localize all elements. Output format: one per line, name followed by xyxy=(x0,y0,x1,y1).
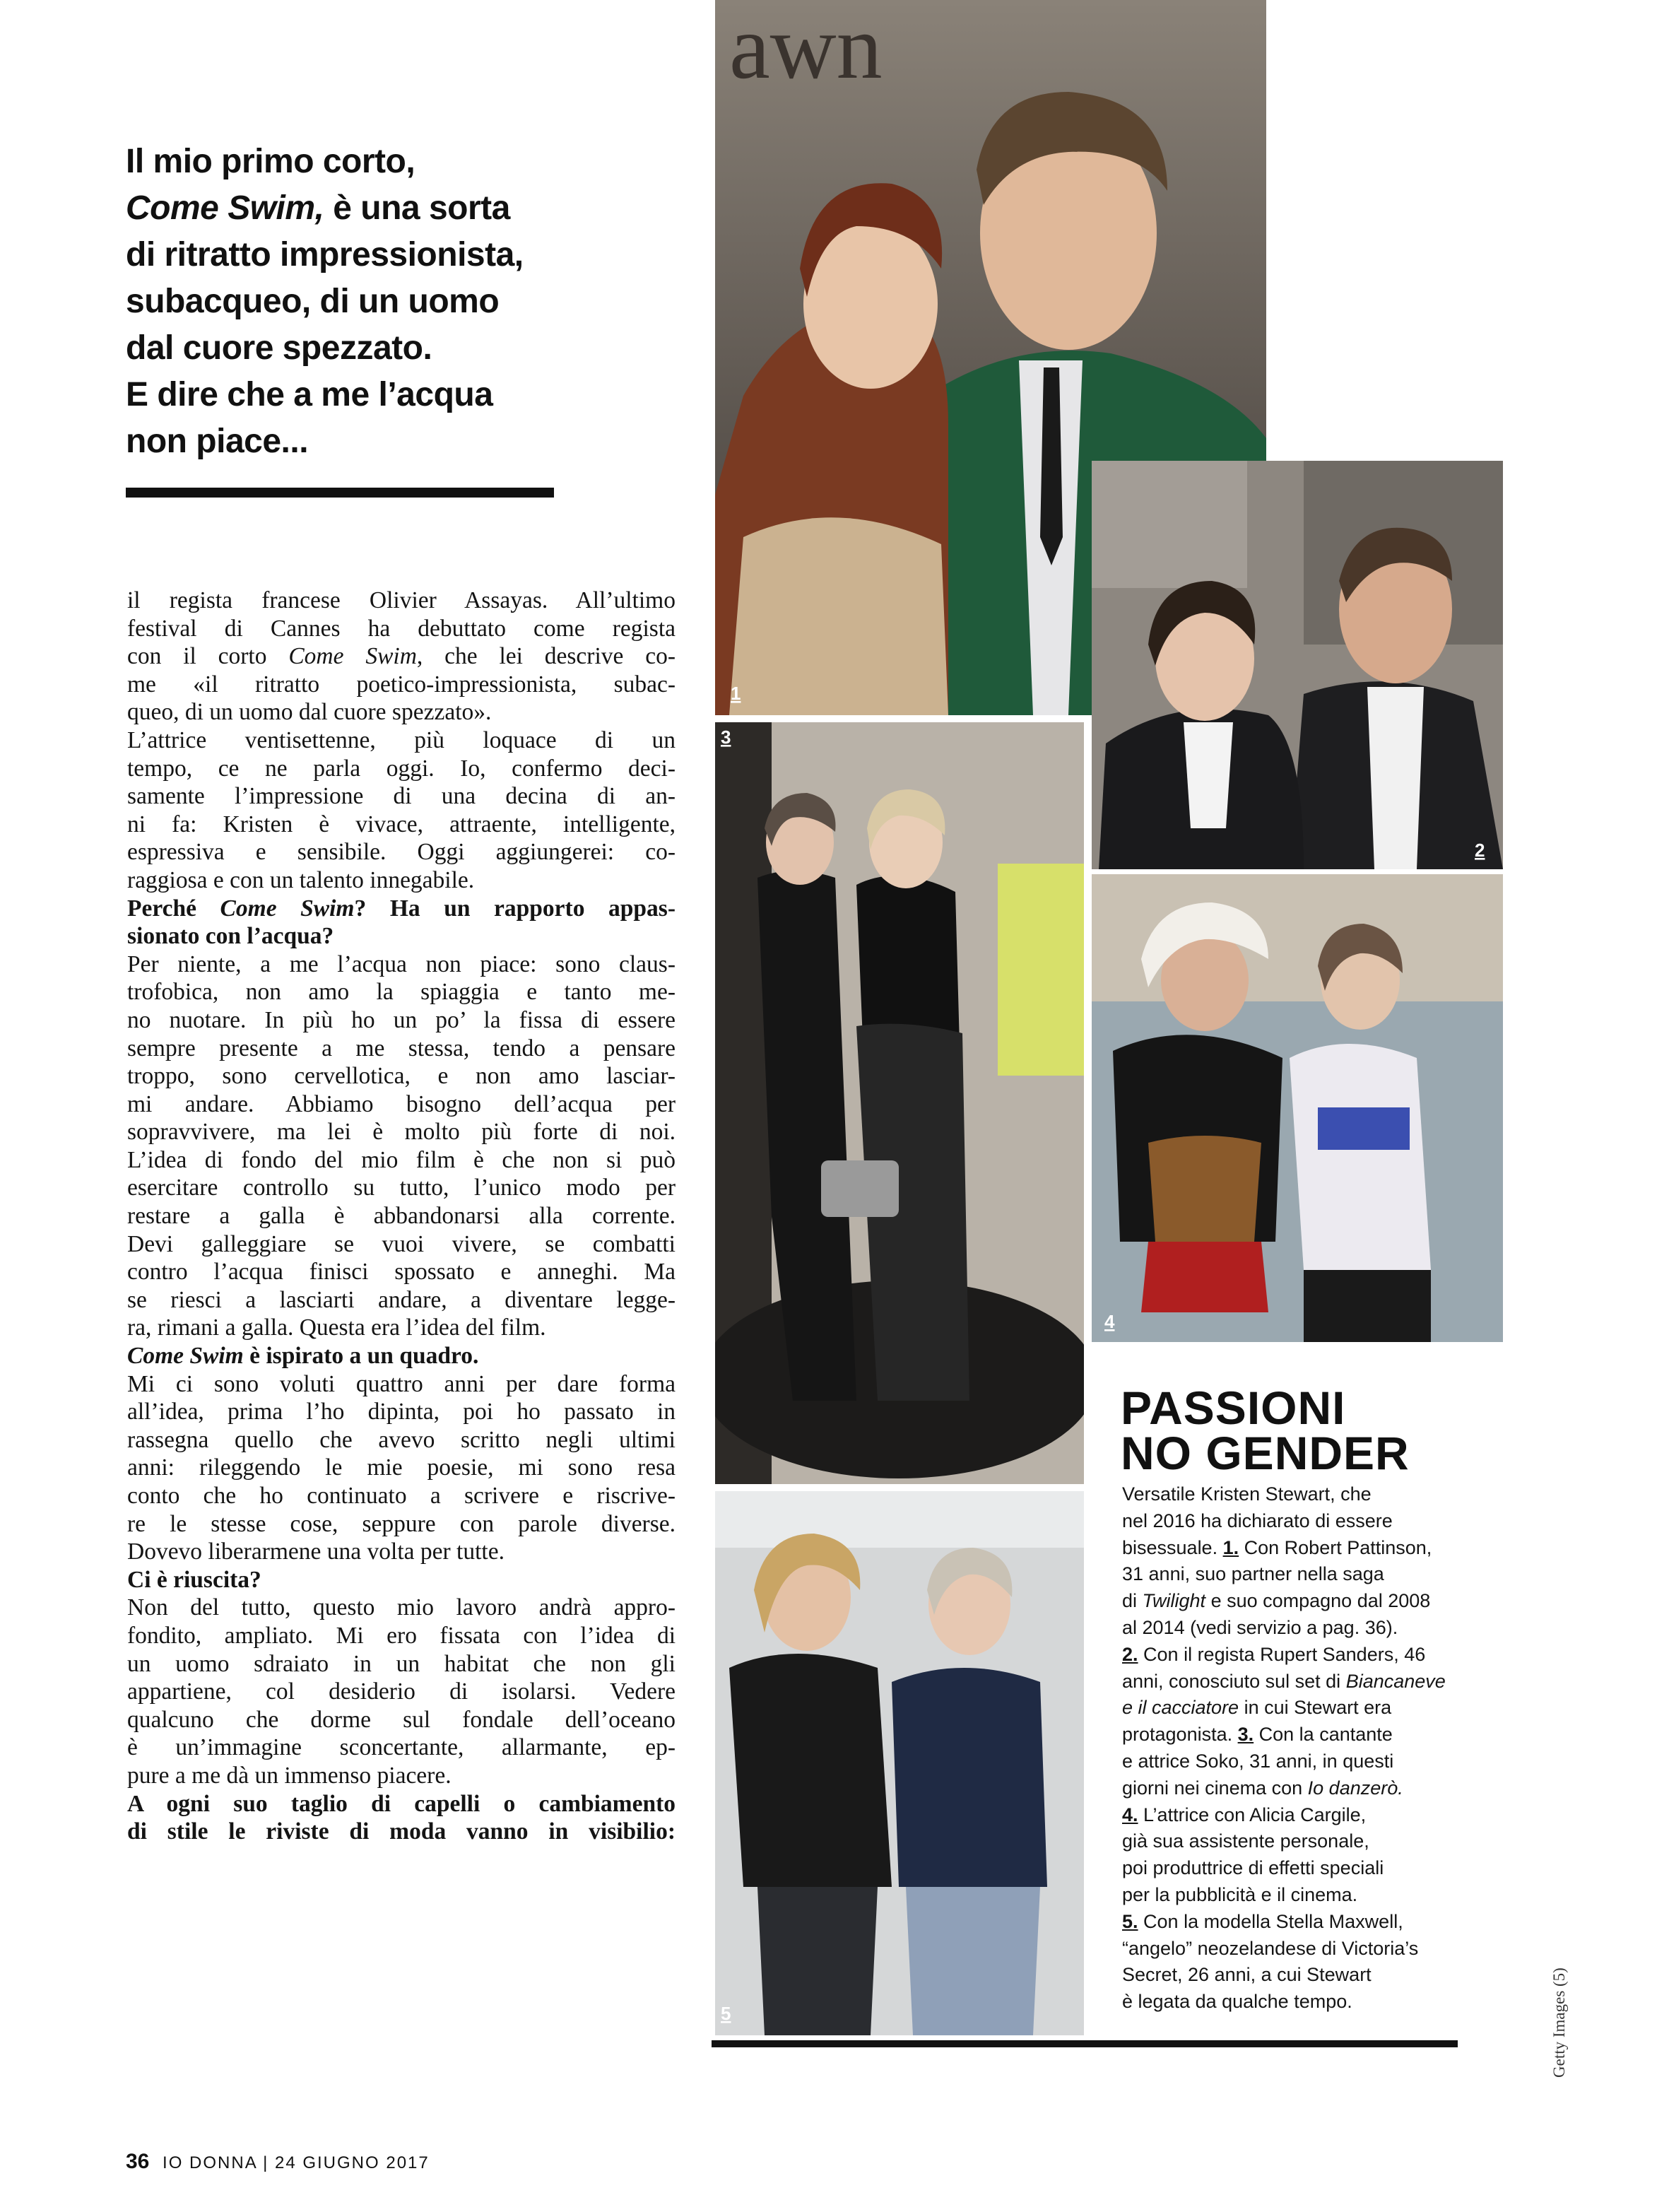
sidebar-title-line: NO GENDER xyxy=(1121,1427,1410,1479)
photo-2-image xyxy=(1092,461,1503,869)
caption-line: anni, conosciuto sul set di Biancaneve xyxy=(1122,1670,1446,1692)
pull-quote-line: di ritratto impressionista, xyxy=(126,236,524,273)
caption-line: protagonista. 3. Con la cantante xyxy=(1122,1724,1393,1746)
body-line: contro l’acqua finisci spossato e anneghi. Ma xyxy=(127,1259,676,1286)
body-line: esercitare controllo su tutto, l’unico modo per xyxy=(127,1175,676,1201)
photo-3-image xyxy=(715,722,1084,1484)
photo-5 xyxy=(715,1491,1084,2035)
pull-quote-line: E dire che a me l’acqua xyxy=(126,376,493,413)
body-line: pure a me dà un immenso piacere. xyxy=(127,1762,452,1789)
film-title: Come Swim xyxy=(288,643,417,670)
article-body xyxy=(127,587,676,1846)
body-line: sopravvivere, ma lei è molto più forte di noi. xyxy=(127,1119,676,1146)
caption-line: giorni nei cinema con Io danzerò. xyxy=(1122,1777,1403,1799)
caption-number: 5. xyxy=(1122,1910,1138,1932)
interview-question: di stile le riviste di moda vanno in visibilio: xyxy=(127,1818,676,1845)
photo-4-image xyxy=(1092,874,1503,1342)
photo-1-label: 1 xyxy=(731,683,741,704)
body-line: me «il ritratto poetico-impressionista, subac- xyxy=(127,671,676,698)
body-line: appartiene, col desiderio di isolarsi. Vedere xyxy=(127,1678,676,1705)
body-line: queo, di un uomo dal cuore spezzato». xyxy=(127,699,492,726)
photo-4-label: 4 xyxy=(1104,1311,1115,1332)
page-number: 36 xyxy=(126,2150,150,2173)
issue-date: 24 GIUGNO 2017 xyxy=(274,2153,430,2172)
body-line: il regista francese Olivier Assayas. All’ultimo xyxy=(127,587,676,613)
body-line: rassegna quello che avevo scritto negli ultimi xyxy=(127,1426,676,1453)
caption-line: nel 2016 ha dichiarato di essere xyxy=(1122,1510,1393,1531)
pull-quote-line: non piace... xyxy=(126,423,309,460)
body-line: no nuotare. In più ho un po’ la fissa di essere xyxy=(127,1006,676,1033)
interview-question: Ci è riuscita? xyxy=(127,1566,261,1593)
photo-4 xyxy=(1092,874,1503,1342)
photo-2-label: 2 xyxy=(1475,840,1485,861)
body-line: restare a galla è abbandonarsi alla corrente. xyxy=(127,1203,676,1230)
body-line: re le stesse cose, seppure con parole diverse. xyxy=(127,1510,676,1537)
body-line: festival di Cannes ha debuttato come regista xyxy=(127,615,676,642)
photo-3-label: 3 xyxy=(721,726,731,748)
folio-separator: | xyxy=(263,2153,269,2172)
publication-name: IO DONNA xyxy=(163,2153,257,2172)
caption-line: è legata da qualche tempo. xyxy=(1122,1991,1352,2013)
photo-credit: Getty Images (5) xyxy=(1550,1967,1568,2078)
bottom-rule xyxy=(712,2040,1458,2047)
body-line: troppo, sono cervellotica, e non amo lasciar- xyxy=(127,1063,676,1090)
caption-line: Secret, 26 anni, a cui Stewart xyxy=(1122,1964,1372,1986)
interview-question: Perché Come Swim? Ha un rapporto appas- xyxy=(127,895,676,922)
caption-line: e il cacciatore in cui Stewart era xyxy=(1122,1697,1392,1719)
caption-line: di Twilight e suo compagno dal 2008 xyxy=(1122,1590,1431,1612)
body-line: samente l’impressione di una decina di an- xyxy=(127,783,676,810)
body-line: Non del tutto, questo mio lavoro andrà appro- xyxy=(127,1594,676,1621)
body-line: ni fa: Kristen è vivace, attraente, intelligente, xyxy=(127,811,676,837)
caption-line: e attrice Soko, 31 anni, in questi xyxy=(1122,1750,1394,1772)
body-line: anni: rileggendo le mie poesie, mi sono resa xyxy=(127,1454,676,1481)
caption-line: poi produttrice di effetti speciali xyxy=(1122,1857,1384,1879)
caption-number: 3. xyxy=(1237,1724,1254,1746)
pull-quote-line: subacqueo, di un uomo xyxy=(126,283,500,320)
body-line: Devi galleggiare se vuoi vivere, se combatti xyxy=(127,1230,676,1257)
caption-line: al 2014 (vedi servizio a pag. 36). xyxy=(1122,1616,1398,1638)
caption-line: “angelo” neozelandese di Victoria’s xyxy=(1122,1937,1419,1959)
body-line: mi andare. Abbiamo bisogno dell’acqua per xyxy=(127,1090,676,1117)
sidebar-title xyxy=(1121,1382,1488,1479)
body-line: qualcuno che dorme sul fondale dell’oceano xyxy=(127,1706,676,1733)
film-title: Come Swim xyxy=(127,1343,244,1370)
body-line: Dovevo liberarmene una volta per tutte. xyxy=(127,1539,505,1565)
body-line: Mi ci sono voluti quattro anni per dare forma xyxy=(127,1370,676,1397)
body-line: sempre presente a me stessa, tendo a pensare xyxy=(127,1035,676,1061)
page-folio xyxy=(126,2150,430,2174)
body-line: L’idea di fondo del mio film è che non si può xyxy=(127,1146,676,1173)
caption-line: già sua assistente personale, xyxy=(1122,1830,1369,1852)
caption-line: Versatile Kristen Stewart, che xyxy=(1122,1483,1372,1505)
body-line: se riesci a lasciarti andare, a diventare legge- xyxy=(127,1286,676,1313)
body-line: è un’immagine sconcertante, allarmante, ep- xyxy=(127,1734,676,1761)
pull-quote-line: dal cuore spezzato. xyxy=(126,329,432,367)
body-line: raggiosa e con un talento innegabile. xyxy=(127,866,475,893)
sidebar-caption xyxy=(1122,1481,1475,2016)
interview-question: sionato con l’acqua? xyxy=(127,923,334,950)
body-line: ra, rimani a galla. Questa era l’idea del film. xyxy=(127,1314,546,1341)
caption-number: 2. xyxy=(1122,1643,1138,1665)
photo-5-image xyxy=(715,1491,1084,2035)
caption-number: 1. xyxy=(1222,1536,1239,1558)
interview-question: Come Swim è ispirato a un quadro. xyxy=(127,1343,479,1370)
pull-quote-line: Come Swim, è una sorta xyxy=(126,189,510,227)
body-line: Per niente, a me l’acqua non piace: sono claus- xyxy=(127,951,676,977)
body-line: all’idea, prima l’ho dipinta, poi ho passato in xyxy=(127,1399,676,1425)
photo-2 xyxy=(1092,461,1503,869)
photo-5-label: 5 xyxy=(721,2003,731,2024)
body-line: trofobica, non amo la spiaggia e tanto me- xyxy=(127,979,676,1006)
body-line: L’attrice ventisettenne, più loquace di un xyxy=(127,726,676,753)
caption-line: 4. L’attrice con Alicia Cargile, xyxy=(1122,1804,1367,1825)
pull-quote-line: Il mio primo corto, xyxy=(126,143,415,180)
caption-line: per la pubblicità e il cinema. xyxy=(1122,1883,1358,1905)
caption-line: 31 anni, suo partner nella saga xyxy=(1122,1563,1384,1585)
sidebar-title-line: PASSIONI xyxy=(1121,1382,1346,1434)
film-title: Come Swim, xyxy=(126,189,324,227)
body-line: espressiva e sensibile. Oggi aggiungerei: co- xyxy=(127,839,676,866)
film-title: Come Swim xyxy=(220,895,355,922)
caption-line: 5. Con la modella Stella Maxwell, xyxy=(1122,1910,1403,1932)
backdrop-lettering: awn xyxy=(729,0,883,98)
body-line: tempo, ce ne parla oggi. Io, confermo deci- xyxy=(127,755,676,782)
pull-quote xyxy=(126,139,620,465)
body-line: con il corto Come Swim, che lei descrive co- xyxy=(127,643,676,670)
interview-question: A ogni suo taglio di capelli o cambiamento xyxy=(127,1790,676,1817)
caption-number: 4. xyxy=(1122,1804,1138,1825)
caption-line: bisessuale. 1. Con Robert Pattinson, xyxy=(1122,1536,1432,1558)
body-line: un uomo sdraiato in un habitat che non gli xyxy=(127,1650,676,1677)
photo-3 xyxy=(715,722,1084,1484)
caption-line: 2. Con il regista Rupert Sanders, 46 xyxy=(1122,1643,1426,1665)
pull-quote-rule xyxy=(126,488,554,498)
body-line: conto che ho continuato a scrivere e riscrive- xyxy=(127,1483,676,1509)
body-line: fondito, ampliato. Mi ero fissata con l’idea di xyxy=(127,1622,676,1649)
